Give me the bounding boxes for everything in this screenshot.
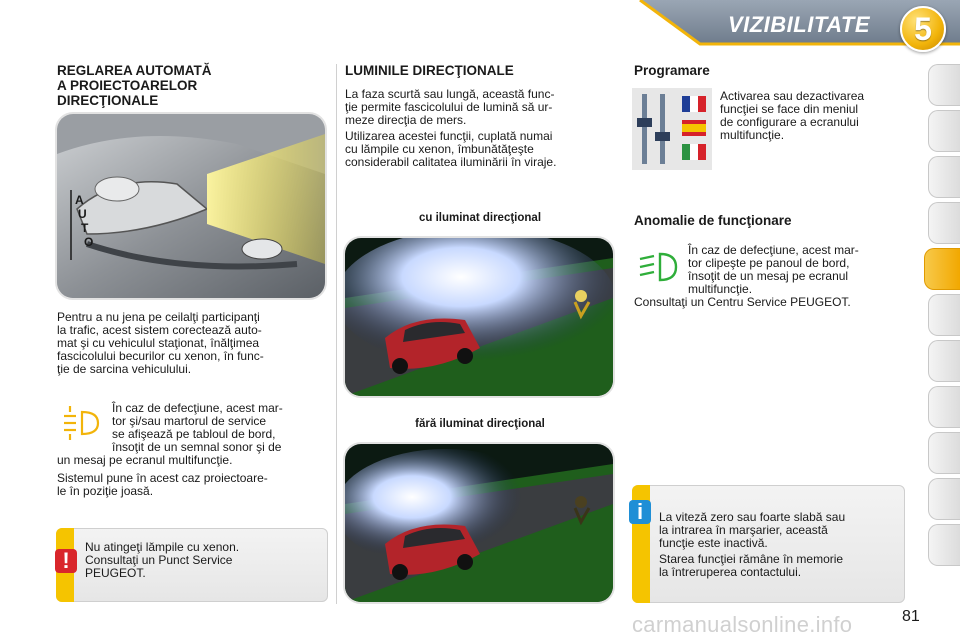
chapter-number: 5	[914, 11, 932, 47]
text-line: Pentru a nu jena pe ceilalţi participanţi	[57, 310, 260, 324]
text-line: funcţie este inactivă.	[659, 536, 768, 550]
text-line: PEUGEOT.	[85, 566, 146, 580]
settings-sliders-icon	[632, 88, 712, 170]
page-number: 81	[902, 608, 920, 625]
text-line: mat şi cu vehiculul staţionat, înălţimea	[57, 336, 260, 350]
night-road-with-illustration	[345, 238, 613, 396]
text-line: Starea funcţiei rămâne în memorie	[659, 552, 844, 566]
info-sign-icon: i	[629, 500, 651, 524]
text-line: la întreruperea contactului.	[659, 565, 802, 579]
directional-paragraph-2	[345, 130, 617, 169]
watermark: carmanualsonline.info	[632, 612, 853, 637]
warning-sign-icon: !	[55, 549, 77, 573]
programming-paragraph	[720, 90, 905, 142]
info-paragraph-2	[659, 553, 899, 579]
section-heading-directional: LUMINILE DIRECŢIONALE	[345, 63, 514, 78]
section-heading-fault: Anomalie de funcţionare	[634, 213, 792, 228]
text-line: Sistemul pune în acest caz proiectoare-	[57, 471, 268, 485]
auto-letter: A	[75, 193, 84, 207]
chapter-tab[interactable]	[928, 478, 960, 520]
text-line: însoţit de un mesaj pe ecranul	[688, 269, 849, 283]
chapter-tab[interactable]	[928, 156, 960, 198]
auto-letter: T	[81, 221, 89, 235]
text-line: la intrarea în marşarier, această	[659, 523, 828, 537]
info-paragraph-1	[659, 511, 899, 550]
directional-paragraph-1	[345, 88, 617, 127]
fallback-paragraph	[57, 472, 327, 498]
chapter-tab[interactable]	[928, 202, 960, 244]
heading-line: REGLAREA AUTOMATĂ	[57, 63, 212, 78]
text-line: fascicolului becurilor cu xenon, în func-	[57, 349, 264, 363]
text-line: considerabil calitatea iluminării în viraje.	[345, 155, 557, 169]
text-line: multifuncţie.	[720, 128, 785, 142]
directional-headlamp-icon	[636, 250, 680, 284]
text-line: ţie de sarcina vehiculului.	[57, 362, 192, 376]
chapter-badge	[900, 6, 946, 52]
text-line: Activarea sau dezactivarea	[720, 89, 865, 103]
fault-paragraph	[112, 402, 327, 454]
text-line: la trafic, acest sistem corectează auto-	[57, 323, 262, 337]
fault-paragraph-end	[57, 454, 327, 467]
text-line: Utilizarea acestei funcţii, cuplată numai	[345, 129, 553, 143]
chapter-tab[interactable]	[928, 64, 960, 106]
text-line: Nu atingeţi lămpile cu xenon.	[85, 540, 240, 554]
text-line: tor clipeşte pe panoul de bord,	[688, 256, 850, 270]
intro-paragraph	[57, 311, 327, 376]
page-title: VIZIBILITATE	[727, 12, 870, 37]
section-heading-auto-leveling	[57, 63, 212, 108]
section-heading-programming: Programare	[634, 63, 710, 78]
night-road-without-illustration	[345, 444, 613, 602]
auto-letter: O	[84, 235, 94, 249]
warning-text	[85, 541, 321, 580]
column-divider	[336, 64, 337, 604]
caption-without-directional: fără iluminat direcţional	[415, 418, 545, 430]
text-line: multifuncţie.	[688, 282, 753, 296]
auto-letter: U	[78, 207, 87, 221]
headlamp-illustration	[57, 114, 325, 298]
fault-blink-paragraph	[688, 244, 905, 296]
caption-with-directional: cu iluminat direcţional	[418, 212, 542, 224]
heading-line: A PROIECTOARELOR	[57, 78, 198, 93]
chapter-tab-active[interactable]	[924, 248, 960, 290]
text-line: însoţit de un semnal sonor şi de	[112, 440, 282, 454]
chapter-tab[interactable]	[928, 386, 960, 428]
heading-line: DIRECŢIONALE	[57, 93, 159, 108]
consult-service-text: Consultaţi un Centru Service PEUGEOT.	[634, 295, 851, 309]
text-line: tor şi/sau martorul de service	[112, 414, 267, 428]
text-line: un mesaj pe ecranul multifuncţie.	[57, 453, 233, 467]
text-line: de configurare a ecranului	[720, 115, 859, 129]
night-photo-without	[343, 442, 615, 604]
text-line: La viteză zero sau foarte slabă sau	[659, 510, 846, 524]
headlamp-photo	[55, 112, 327, 300]
headlamp-level-warning-icon	[60, 404, 102, 442]
info-note	[632, 485, 905, 603]
text-line: Consultaţi un Punct Service	[85, 553, 233, 567]
warning-note	[56, 528, 328, 602]
chapter-tab[interactable]	[928, 432, 960, 474]
text-line: meze direcţia de mers.	[345, 113, 467, 127]
chapter-tab[interactable]	[928, 524, 960, 566]
text-line: În caz de defecţiune, acest mar-	[112, 401, 283, 415]
text-line: se afişează pe tabloul de bord,	[112, 427, 276, 441]
chapter-tab[interactable]	[928, 110, 960, 152]
text-line: La faza scurtă sau lungă, această func-	[345, 87, 555, 101]
chapter-tabs	[928, 64, 960, 584]
chapter-tab[interactable]	[928, 340, 960, 382]
text-line: În caz de defecţiune, acest mar-	[688, 243, 859, 257]
chapter-tab[interactable]	[928, 294, 960, 336]
text-line: le în poziţie joasă.	[57, 484, 154, 498]
text-line: ţie permite fascicolului de lumină să ur-	[345, 100, 553, 114]
text-line: funcţiei se face din meniul	[720, 102, 859, 116]
night-photo-with	[343, 236, 615, 398]
text-line: cu lămpile cu xenon, îmbunătăţeşte	[345, 142, 534, 156]
